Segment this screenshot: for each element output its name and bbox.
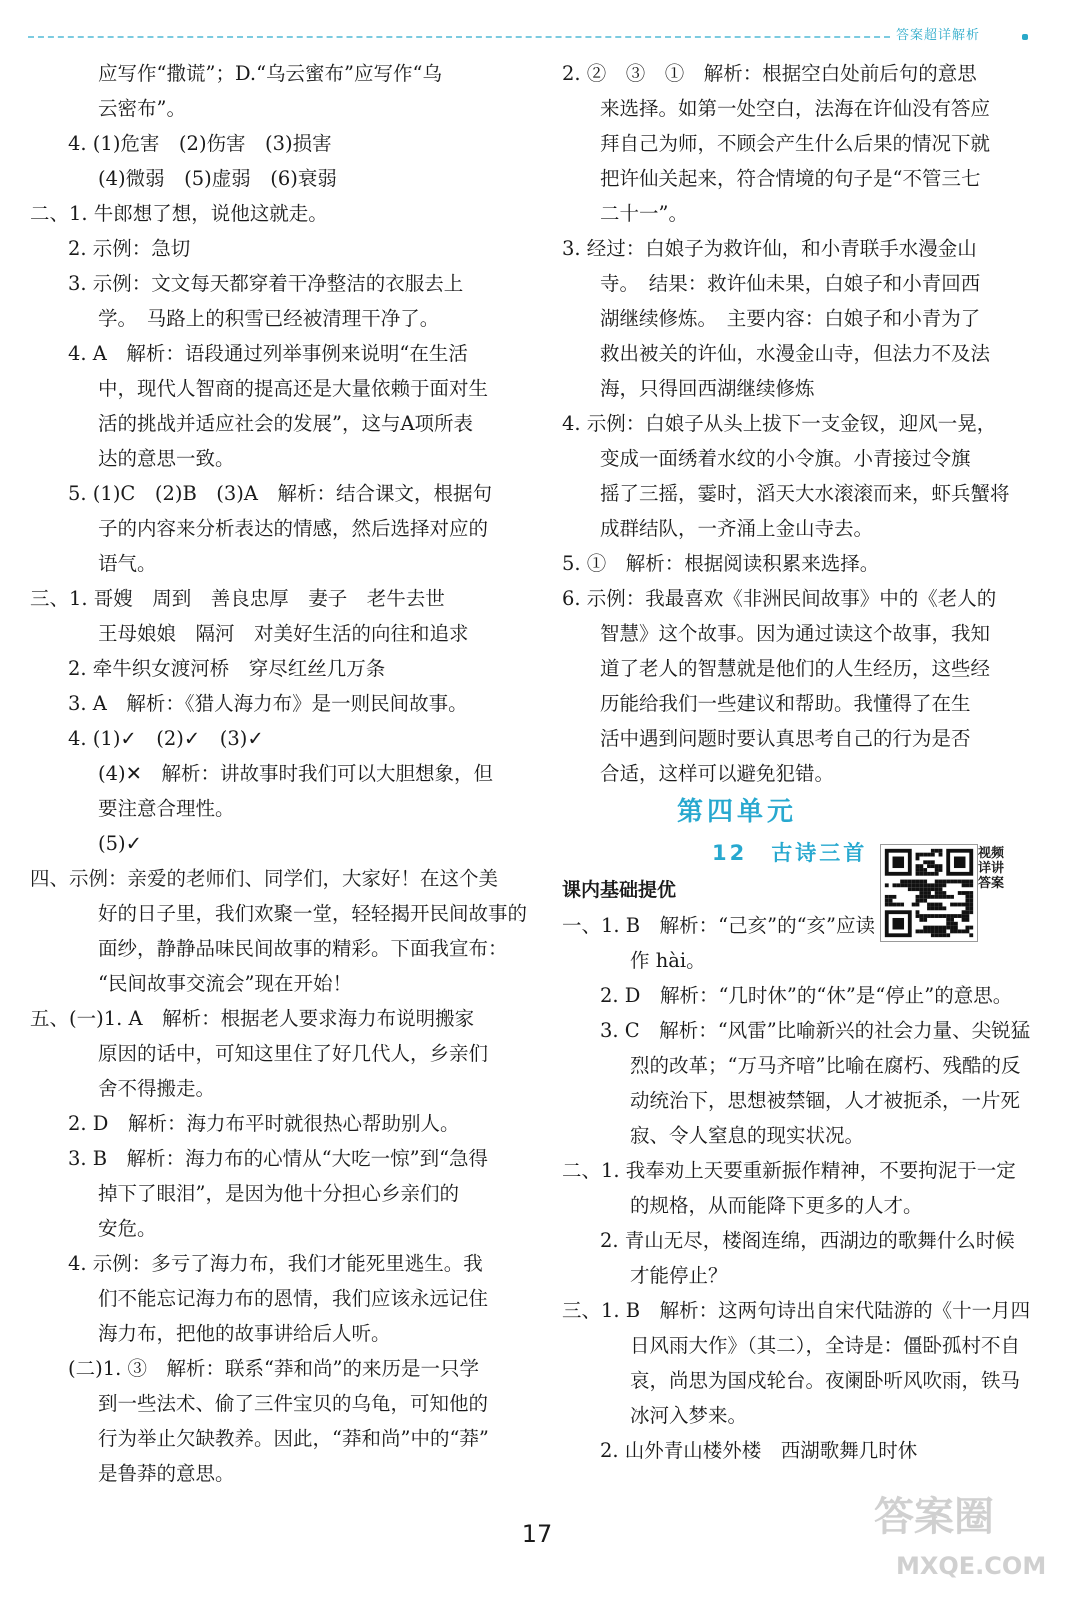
text-line: 摇了三摇，霎时，滔天大水滚滚而来，虾兵蟹将 — [600, 482, 1010, 505]
text-line: (4)微弱 (5)虚弱 (6)衰弱 — [98, 167, 337, 190]
text-line: 二、1. 我奉劝上天要重新振作精神，不要拘泥于一定 — [562, 1159, 1016, 1182]
text-line: 寺。 结果：救许仙未果，白娘子和小青回西 — [600, 272, 981, 295]
header-dashed-rule — [28, 36, 890, 38]
left-column — [30, 56, 528, 1491]
text-line: 2. 牵牛织女渡河桥 穿尽红丝几万条 — [68, 657, 386, 680]
text-line: 动统治下，思想被禁锢，人才被扼杀，一片死 — [630, 1089, 1021, 1112]
text-line: 3. 经过：白娘子为救许仙，和小青联手水漫金山 — [562, 237, 977, 260]
text-line: 云密布”。 — [98, 97, 186, 120]
text-line: 五、(一)1. A 解析：根据老人要求海力布说明搬家 — [30, 1007, 475, 1030]
text-line: 合适，这样可以避免犯错。 — [600, 762, 835, 785]
text-line: (二)1. ③ 解析：联系“莽和尚”的来历是一只学 — [68, 1357, 479, 1380]
text-line: 面纱，静静品味民间故事的精彩。下面我宣布： — [98, 937, 508, 960]
text-line: 海，只得回西湖继续修炼 — [600, 377, 815, 400]
text-line: 三、1. B 解析：这两句诗出自宋代陆游的《十一月四 — [562, 1299, 1031, 1322]
text-line: 3. C 解析：“风雷”比喻新兴的社会力量、尖锐猛 — [600, 1019, 1031, 1042]
header-dot — [1022, 34, 1028, 40]
text-line: 5. (1)C (2)B (3)A 解析：结合课文，根据句 — [68, 482, 493, 505]
watermark-line2: MXQE.COM — [896, 1552, 1047, 1580]
text-line: 中，现代人智商的提高还是大量依赖于面对生 — [98, 377, 489, 400]
qr-code[interactable] — [880, 844, 978, 942]
text-line: 活的挑战并适应社会的发展”，这与A项所表 — [98, 412, 474, 435]
text-line: (4)✕ 解析：讲故事时我们可以大胆想象，但 — [98, 762, 493, 785]
text-line: 5. ① 解析：根据阅读积累来选择。 — [562, 552, 880, 575]
text-line: 4. 示例：多亏了海力布，我们才能死里逃生。我 — [68, 1252, 483, 1275]
right-column-bottom — [562, 908, 1032, 1468]
text-line: 救出被关的许仙，水漫金山寺，但法力不及法 — [600, 342, 991, 365]
text-line: 3. 示例：文文每天都穿着干净整洁的衣服去上 — [68, 272, 464, 295]
header-label: 答案超详解析 — [896, 28, 981, 43]
text-line: “民间故事交流会”现在开始！ — [98, 972, 352, 995]
text-line: 哀，尚思为国戍轮台。夜阑卧听风吹雨，铁马 — [630, 1369, 1021, 1392]
text-line: 掉下了眼泪”，是因为他十分担心乡亲们的 — [98, 1182, 459, 1205]
text-line: 活中遇到问题时要认真思考自己的行为是否 — [600, 727, 971, 750]
text-line: 2. D 解析：海力布平时就很热心帮助别人。 — [68, 1112, 460, 1135]
section-head: 课内基础提优 — [562, 879, 677, 901]
text-line: 2. D 解析：“几时休”的“休”是“停止”的意思。 — [600, 984, 1013, 1007]
text-line: 3. A 解析：《猎人海力布》是一则民间故事。 — [68, 692, 468, 715]
text-line: 3. B 解析：海力布的心情从“大吃一惊”到“急得 — [68, 1147, 489, 1170]
text-line: 行为举止欠缺教养。因此，“莽和尚”中的“莽” — [98, 1427, 489, 1450]
text-line: 拜自己为师，不顾会产生什么后果的情况下就 — [600, 132, 991, 155]
text-line: (5)✓ — [98, 832, 142, 855]
text-line: 安危。 — [98, 1217, 157, 1240]
text-line: 二十一”。 — [600, 202, 688, 225]
text-line: 学。 马路上的积雪已经被清理干净了。 — [98, 307, 440, 330]
text-line: 达的意思一致。 — [98, 447, 235, 470]
watermark-line1: 答案圈 — [874, 1494, 994, 1540]
text-line: 到一些法术、偷了三件宝贝的乌龟，可知他的 — [98, 1392, 489, 1415]
text-line: 日风雨大作》（其二），全诗是：僵卧孤村不自 — [630, 1334, 1021, 1357]
text-line: 把许仙关起来，符合情境的句子是“不管三七 — [600, 167, 981, 190]
unit-title: 第四单元 — [676, 797, 797, 827]
text-line: 寂、令人窒息的现实状况。 — [630, 1124, 865, 1147]
lesson-title: 12 古诗三首 — [712, 841, 868, 865]
text-line: 2. 青山无尽，楼阁连绵，西湖边的歌舞什么时候 — [600, 1229, 1015, 1252]
text-line: 的规格，从而能降下更多的人才。 — [630, 1194, 923, 1217]
text-line: 4. 示例：白娘子从头上拔下一支金钗，迎风一晃， — [562, 412, 997, 435]
right-column — [562, 56, 1032, 1468]
text-line: 语气。 — [98, 552, 157, 575]
right-column-top — [562, 56, 1032, 791]
text-line: 来选择。如第一处空白，法海在许仙没有答应 — [600, 97, 991, 120]
text-line: 海力布，把他的故事讲给后人听。 — [98, 1322, 391, 1345]
text-line: 二、1. 牛郎想了想，说他这就走。 — [30, 202, 328, 225]
text-line: 智慧》这个故事。因为通过读这个故事，我知 — [600, 622, 991, 645]
text-line: 2. 山外青山楼外楼 西湖歌舞几时休 — [600, 1439, 918, 1462]
text-line: 舍不得搬走。 — [98, 1077, 216, 1100]
text-line: 王母娘娘 隔河 对美好生活的向往和追求 — [98, 622, 469, 645]
text-line: 好的日子里，我们欢聚一堂，轻轻揭开民间故事的 — [98, 902, 528, 925]
page-number: 17 — [521, 1520, 553, 1548]
text-line: 成群结队，一齐涌上金山寺去。 — [600, 517, 874, 540]
text-line: 才能停止？ — [630, 1264, 728, 1287]
text-line: 4. (1)✓ (2)✓ (3)✓ — [68, 727, 264, 750]
text-line: 冰河入梦来。 — [630, 1404, 748, 1427]
text-line: 湖继续修炼。 主要内容：白娘子和小青为了 — [600, 307, 981, 330]
text-line: 历能给我们一些建议和帮助。我懂得了在生 — [600, 692, 971, 715]
text-line: 三、1. 哥嫂 周到 善良忠厚 妻子 老牛去世 — [30, 587, 445, 610]
text-line: 烈的改革；“万马齐喑”比喻在腐朽、残酷的反 — [630, 1054, 1021, 1077]
text-line: 们不能忘记海力布的恩情，我们应该永远记住 — [98, 1287, 489, 1310]
text-line: 2. 示例：急切 — [68, 237, 191, 260]
text-line: 四、示例：亲爱的老师们、同学们，大家好！在这个美 — [30, 867, 499, 890]
text-line: 一、1. B 解析：“己亥”的“亥”应读 — [562, 914, 876, 937]
text-line: 原因的话中，可知这里住了好几代人，乡亲们 — [98, 1042, 489, 1065]
text-line: 2. ② ③ ① 解析：根据空白处前后句的意思 — [562, 62, 977, 85]
text-line: 变成一面绣着水纹的小令旗。小青接过令旗 — [600, 447, 971, 470]
text-line: 4. (1)危害 (2)伤害 (3)损害 — [68, 132, 332, 155]
watermark-logo — [860, 1470, 1060, 1590]
qr-note: 视频详讲答案 — [978, 846, 1005, 891]
text-line: 4. A 解析：语段通过列举事例来说明“在生活 — [68, 342, 468, 365]
text-line: 子的内容来分析表达的情感，然后选择对应的 — [98, 517, 489, 540]
text-line: 应写作“撒谎”；D.“乌云蜜布”应写作“乌 — [98, 62, 442, 85]
text-line: 作 hài。 — [630, 949, 706, 972]
text-line: 道了老人的智慧就是他们的人生经历，这些经 — [600, 657, 991, 680]
text-line: 是鲁莽的意思。 — [98, 1462, 235, 1485]
text-line: 要注意合理性。 — [98, 797, 235, 820]
text-line: 6. 示例：我最喜欢《非洲民间故事》中的《老人的 — [562, 587, 997, 610]
